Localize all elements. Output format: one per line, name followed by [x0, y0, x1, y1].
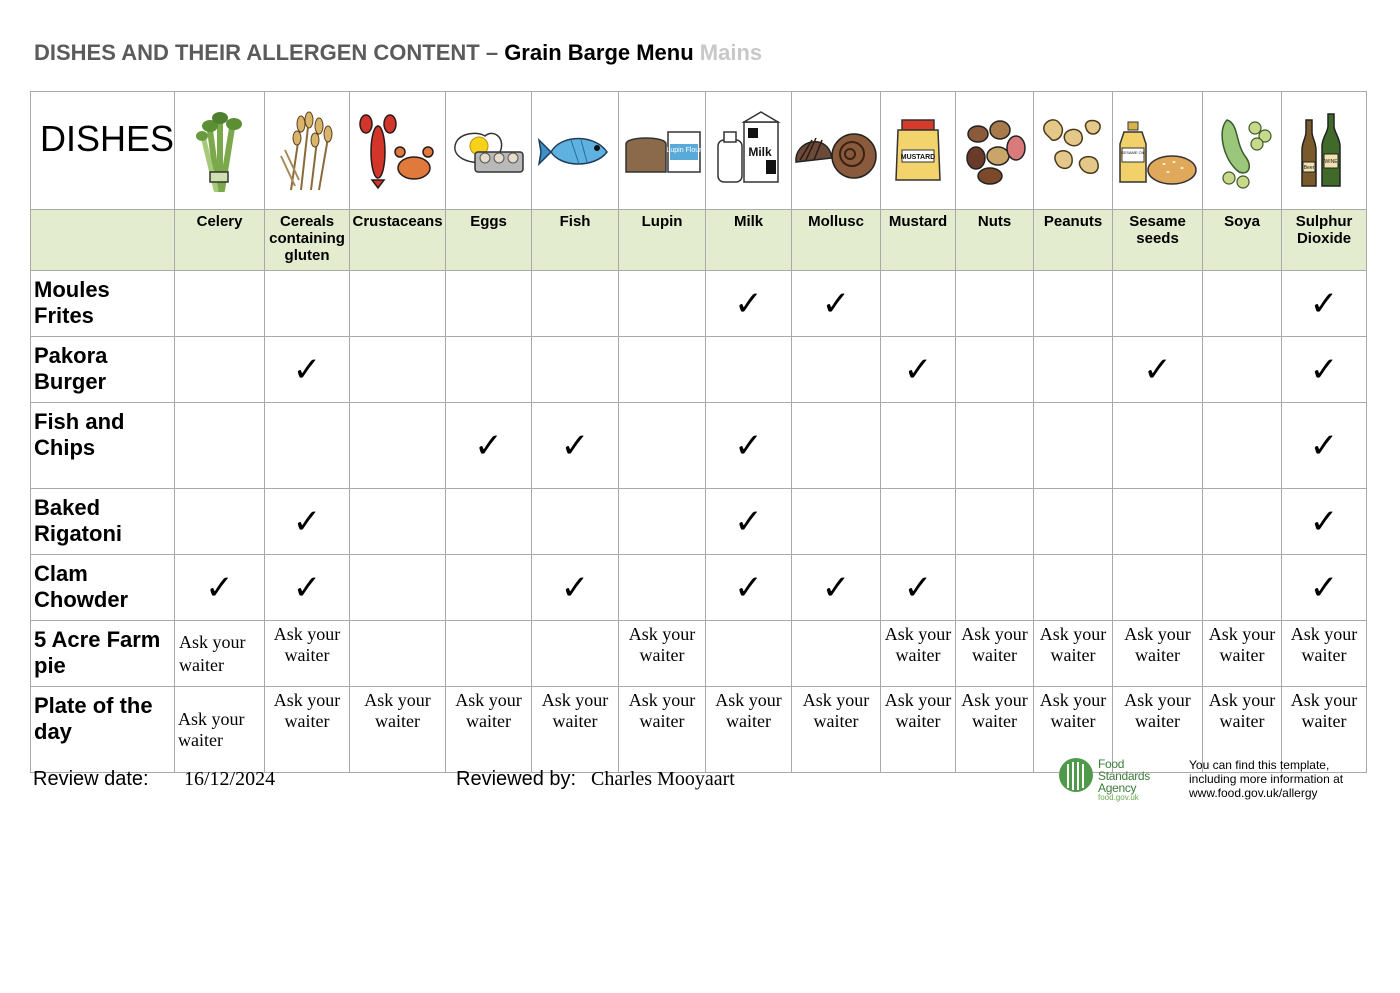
allergen-label: Mustard — [881, 210, 956, 271]
empty-cell — [350, 271, 446, 337]
empty-cell — [1113, 403, 1203, 489]
empty-cell — [619, 489, 706, 555]
fsa-emblem-icon — [1058, 756, 1094, 794]
allergen-tick: ✓ — [706, 489, 792, 555]
ask-waiter-note: Ask your waiter — [350, 687, 446, 773]
empty-cell — [1034, 489, 1113, 555]
allergen-label: Nuts — [956, 210, 1034, 271]
mustard-icon-text: MUSTARD — [900, 153, 936, 161]
allergen-tick: ✓ — [792, 271, 881, 337]
empty-cell — [350, 403, 446, 489]
empty-cell — [792, 337, 881, 403]
fsa-wordmark — [1098, 758, 1150, 794]
review-date-label: Review date: — [33, 768, 149, 790]
allergen-label: Milk — [706, 210, 792, 271]
title-prefix: DISHES AND THEIR ALLERGEN CONTENT – — [34, 40, 505, 65]
empty-cell — [175, 403, 265, 489]
nuts-icon — [956, 92, 1034, 210]
allergen-tick: ✓ — [532, 403, 619, 489]
empty-cell — [1034, 337, 1113, 403]
dish-rows — [31, 271, 1367, 773]
empty-cell — [1203, 337, 1282, 403]
milk-icon-text: Milk — [747, 144, 772, 159]
dish-name: Pakora Burger — [31, 337, 175, 403]
empty-cell — [350, 555, 446, 621]
empty-cell — [956, 403, 1034, 489]
dish-name: Clam Chowder — [31, 555, 175, 621]
dish-row — [31, 555, 1367, 621]
allergen-tick: ✓ — [1113, 337, 1203, 403]
allergen-label-row — [31, 210, 1367, 271]
dish-name: Plate of the day — [31, 687, 175, 773]
allergen-label: Eggs — [446, 210, 532, 271]
allergen-tick: ✓ — [265, 337, 350, 403]
fsa-line-2: Standards — [1098, 769, 1151, 783]
allergen-label: Peanuts — [1034, 210, 1113, 271]
allergen-label: Soya — [1203, 210, 1282, 271]
sesame-icon-text: SESAME OIL — [1120, 149, 1145, 155]
empty-cell — [265, 403, 350, 489]
allergen-tick: ✓ — [1282, 403, 1367, 489]
ask-waiter-note: Ask your waiter — [1203, 621, 1282, 687]
empty-cell — [956, 555, 1034, 621]
label-row-spacer — [31, 210, 175, 271]
empty-cell — [619, 271, 706, 337]
allergen-table — [30, 91, 1367, 773]
empty-cell — [532, 337, 619, 403]
empty-cell — [956, 489, 1034, 555]
dish-name: Fish and Chips — [31, 403, 175, 489]
ask-waiter-note: Ask your waiter — [1282, 621, 1367, 687]
review-date: 16/12/2024 — [184, 768, 276, 790]
lupin-icon-text: Lupin Flour — [666, 146, 702, 154]
allergen-tick: ✓ — [1282, 555, 1367, 621]
ask-waiter-note: Ask your waiter — [956, 621, 1034, 687]
empty-cell — [956, 337, 1034, 403]
empty-cell — [792, 403, 881, 489]
dish-row — [31, 489, 1367, 555]
empty-cell — [1203, 489, 1282, 555]
empty-cell — [446, 489, 532, 555]
page-title — [34, 40, 762, 66]
ask-waiter-note: Ask your waiter — [1113, 621, 1203, 687]
dish-row — [31, 271, 1367, 337]
ask-waiter-note: Ask your waiter — [1113, 687, 1203, 773]
ask-waiter-note: Ask your waiter — [956, 687, 1034, 773]
empty-cell — [350, 489, 446, 555]
allergen-tick: ✓ — [706, 403, 792, 489]
allergen-label: Celery — [175, 210, 265, 271]
empty-cell — [1034, 271, 1113, 337]
soya-icon — [1203, 92, 1282, 210]
allergen-label: Fish — [532, 210, 619, 271]
ask-waiter-note: Ask your waiter — [1034, 621, 1113, 687]
allergen-tick: ✓ — [265, 555, 350, 621]
empty-cell — [532, 621, 619, 687]
allergen-tick: ✓ — [532, 555, 619, 621]
empty-cell — [175, 489, 265, 555]
empty-cell — [792, 489, 881, 555]
empty-cell — [532, 489, 619, 555]
mustard-icon — [881, 92, 956, 210]
peanut-icon — [1034, 92, 1113, 210]
empty-cell — [706, 621, 792, 687]
dish-row — [31, 621, 1367, 687]
ask-waiter-note: Ask your waiter — [881, 687, 956, 773]
dish-name: Baked Rigatoni — [31, 489, 175, 555]
empty-cell — [881, 403, 956, 489]
allergen-tick: ✓ — [1282, 337, 1367, 403]
empty-cell — [265, 271, 350, 337]
dish-name: 5 Acre Farm pie — [31, 621, 175, 687]
reviewed-by-name: Charles Mooyaart — [591, 768, 735, 790]
allergen-tick: ✓ — [706, 555, 792, 621]
empty-cell — [175, 271, 265, 337]
allergen-label: Sesame seeds — [1113, 210, 1203, 271]
ask-waiter-note: Ask your waiter — [175, 687, 265, 773]
empty-cell — [619, 555, 706, 621]
ask-waiter-note: Ask your waiter — [706, 687, 792, 773]
empty-cell — [350, 621, 446, 687]
allergen-tick: ✓ — [792, 555, 881, 621]
beer-label-text: Beer — [1303, 164, 1315, 171]
fsa-line-3: Agency — [1098, 781, 1137, 795]
empty-cell — [446, 621, 532, 687]
empty-cell — [446, 337, 532, 403]
empty-cell — [446, 555, 532, 621]
empty-cell — [881, 489, 956, 555]
empty-cell — [956, 271, 1034, 337]
template-note: You can find this template, including more information at www.food.gov.uk/allergy — [1189, 758, 1344, 800]
allergen-tick: ✓ — [706, 271, 792, 337]
menu-section: Mains — [699, 40, 763, 65]
wine-icon — [1282, 92, 1367, 210]
fish-icon — [532, 92, 619, 210]
dishes-heading: DISHES — [31, 92, 175, 210]
dish-row — [31, 403, 1367, 489]
ask-waiter-note: Ask your waiter — [532, 687, 619, 773]
empty-cell — [350, 337, 446, 403]
ask-waiter-note: Ask your waiter — [619, 621, 706, 687]
empty-cell — [619, 403, 706, 489]
empty-cell — [1203, 555, 1282, 621]
sesame-icon — [1113, 92, 1203, 210]
empty-cell — [706, 337, 792, 403]
empty-cell — [1034, 555, 1113, 621]
fsa-logo — [1058, 756, 1168, 804]
allergen-tick: ✓ — [446, 403, 532, 489]
reviewed-by-label: Reviewed by: — [456, 768, 577, 790]
empty-cell — [1203, 403, 1282, 489]
ask-waiter-note: Ask your waiter — [792, 687, 881, 773]
allergen-tick: ✓ — [881, 555, 956, 621]
dish-name: Moules Frites — [31, 271, 175, 337]
dish-row — [31, 337, 1367, 403]
empty-cell — [1113, 555, 1203, 621]
empty-cell — [175, 337, 265, 403]
ask-waiter-note: Ask your waiter — [1282, 687, 1367, 773]
empty-cell — [1203, 271, 1282, 337]
empty-cell — [1113, 271, 1203, 337]
wheat-icon — [265, 92, 350, 210]
allergen-label: Cereals containing gluten — [265, 210, 350, 271]
allergen-tick: ✓ — [175, 555, 265, 621]
wine-label-text: WINE — [1324, 158, 1338, 165]
menu-name: Grain Barge Menu — [504, 40, 694, 65]
allergen-tick: ✓ — [1282, 271, 1367, 337]
allergen-tick: ✓ — [1282, 489, 1367, 555]
ask-waiter-note: Ask your waiter — [1034, 687, 1113, 773]
icon-row — [31, 92, 1367, 210]
celery-icon — [175, 92, 265, 210]
empty-cell — [1034, 403, 1113, 489]
empty-cell — [446, 271, 532, 337]
milk-icon — [706, 92, 792, 210]
allergen-label: Crustaceans — [350, 210, 446, 271]
empty-cell — [532, 271, 619, 337]
egg-icon — [446, 92, 532, 210]
allergen-label: Sulphur Dioxide — [1282, 210, 1367, 271]
fsa-url: food.gov.uk — [1098, 793, 1139, 802]
empty-cell — [881, 271, 956, 337]
ask-waiter-note: Ask your waiter — [446, 687, 532, 773]
fsa-line-1: Food — [1098, 757, 1125, 771]
ask-waiter-note: Ask your waiter — [175, 621, 265, 687]
lupin-icon — [619, 92, 706, 210]
allergen-tick: ✓ — [265, 489, 350, 555]
crustacean-icon — [350, 92, 446, 210]
ask-waiter-note: Ask your waiter — [1203, 687, 1282, 773]
ask-waiter-note: Ask your waiter — [619, 687, 706, 773]
allergen-tick: ✓ — [881, 337, 956, 403]
ask-waiter-note: Ask your waiter — [265, 687, 350, 773]
ask-waiter-note: Ask your waiter — [881, 621, 956, 687]
empty-cell — [1113, 489, 1203, 555]
ask-waiter-note: Ask your waiter — [265, 621, 350, 687]
empty-cell — [619, 337, 706, 403]
allergen-label: Lupin — [619, 210, 706, 271]
allergen-label: Mollusc — [792, 210, 881, 271]
empty-cell — [792, 621, 881, 687]
shell-icon — [792, 92, 881, 210]
